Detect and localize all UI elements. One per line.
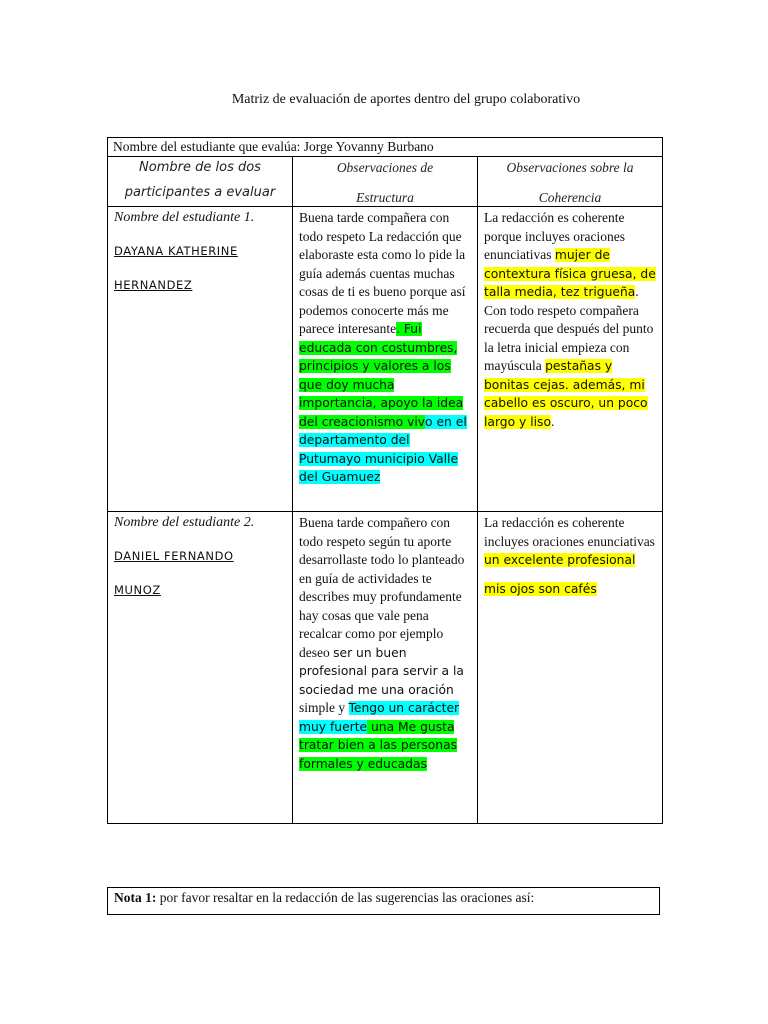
student-1-structure: Buena tarde compañera con todo respeto La redacción que elaboraste esta como lo pide la guía además cuentas muchas cosas de ti es bueno porque así podemos conocerte más me parece interesante. Fui educada con costumbres, principios y valores a los que doy mucha importancia, apoyo la idea del creacionismo vivo en el departamento del Putumayo municipio Valle del Guamuez <box>293 207 478 512</box>
note-label: Nota 1: <box>114 890 157 905</box>
student-2-cell <box>108 512 293 824</box>
student-label: Nombre del estudiante 1. <box>114 210 255 225</box>
evaluation-matrix <box>107 137 663 824</box>
header-participants: Nombre de los dos participantes a evaluar <box>108 157 293 207</box>
header-coherence: Observaciones sobre la Coherencia <box>478 157 663 207</box>
header-structure: Observaciones de Estructura <box>293 157 478 207</box>
coherence-extra: mis ojos son cafés <box>484 581 597 596</box>
evaluator-line: Nombre del estudiante que evalúa: Jorge Yovanny Burbano <box>108 138 663 157</box>
student-name-line2: MUNOZ <box>114 583 161 597</box>
note-text: por favor resaltar en la redacción de las sugerencias las oraciones así: <box>156 890 535 905</box>
document-title: Matriz de evaluación de aportes dentro del grupo colaborativo <box>231 92 581 107</box>
student-name-line1: DANIEL FERNANDO <box>114 549 234 563</box>
student-1-cell <box>108 207 293 512</box>
student-1-coherence: La redacción es coherente porque incluyes oraciones enunciativas mujer de contextura física gruesa, de talla media, tez trigueña. Con todo respeto compañera recuerda que después del punto la letra inicial empieza con mayúscula pestañas y bonitas cejas. además, mi cabello es oscuro, un poco largo y liso. <box>478 207 663 512</box>
student-name-line1: DAYANA KATHERINE <box>114 244 238 258</box>
note-box <box>107 887 660 915</box>
student-2-coherence: La redacción es coherente incluyes oraciones enunciativas un excelente profesional mis ojos son cafés <box>478 512 663 824</box>
student-label: Nombre del estudiante 2. <box>114 515 255 530</box>
student-name-line2: HERNANDEZ <box>114 278 193 292</box>
student-2-structure: Buena tarde compañero con todo respeto según tu aporte desarrollaste todo lo planteado en guía de actividades te describes muy profundamente hay cosas que vale pena recalcar como por ejemplo deseo ser un buen profesional para servir a la sociedad me una oración simple y Tengo un carácter muy fuerte una Me gusta tratar bien a las personas formales y educadas <box>293 512 478 824</box>
